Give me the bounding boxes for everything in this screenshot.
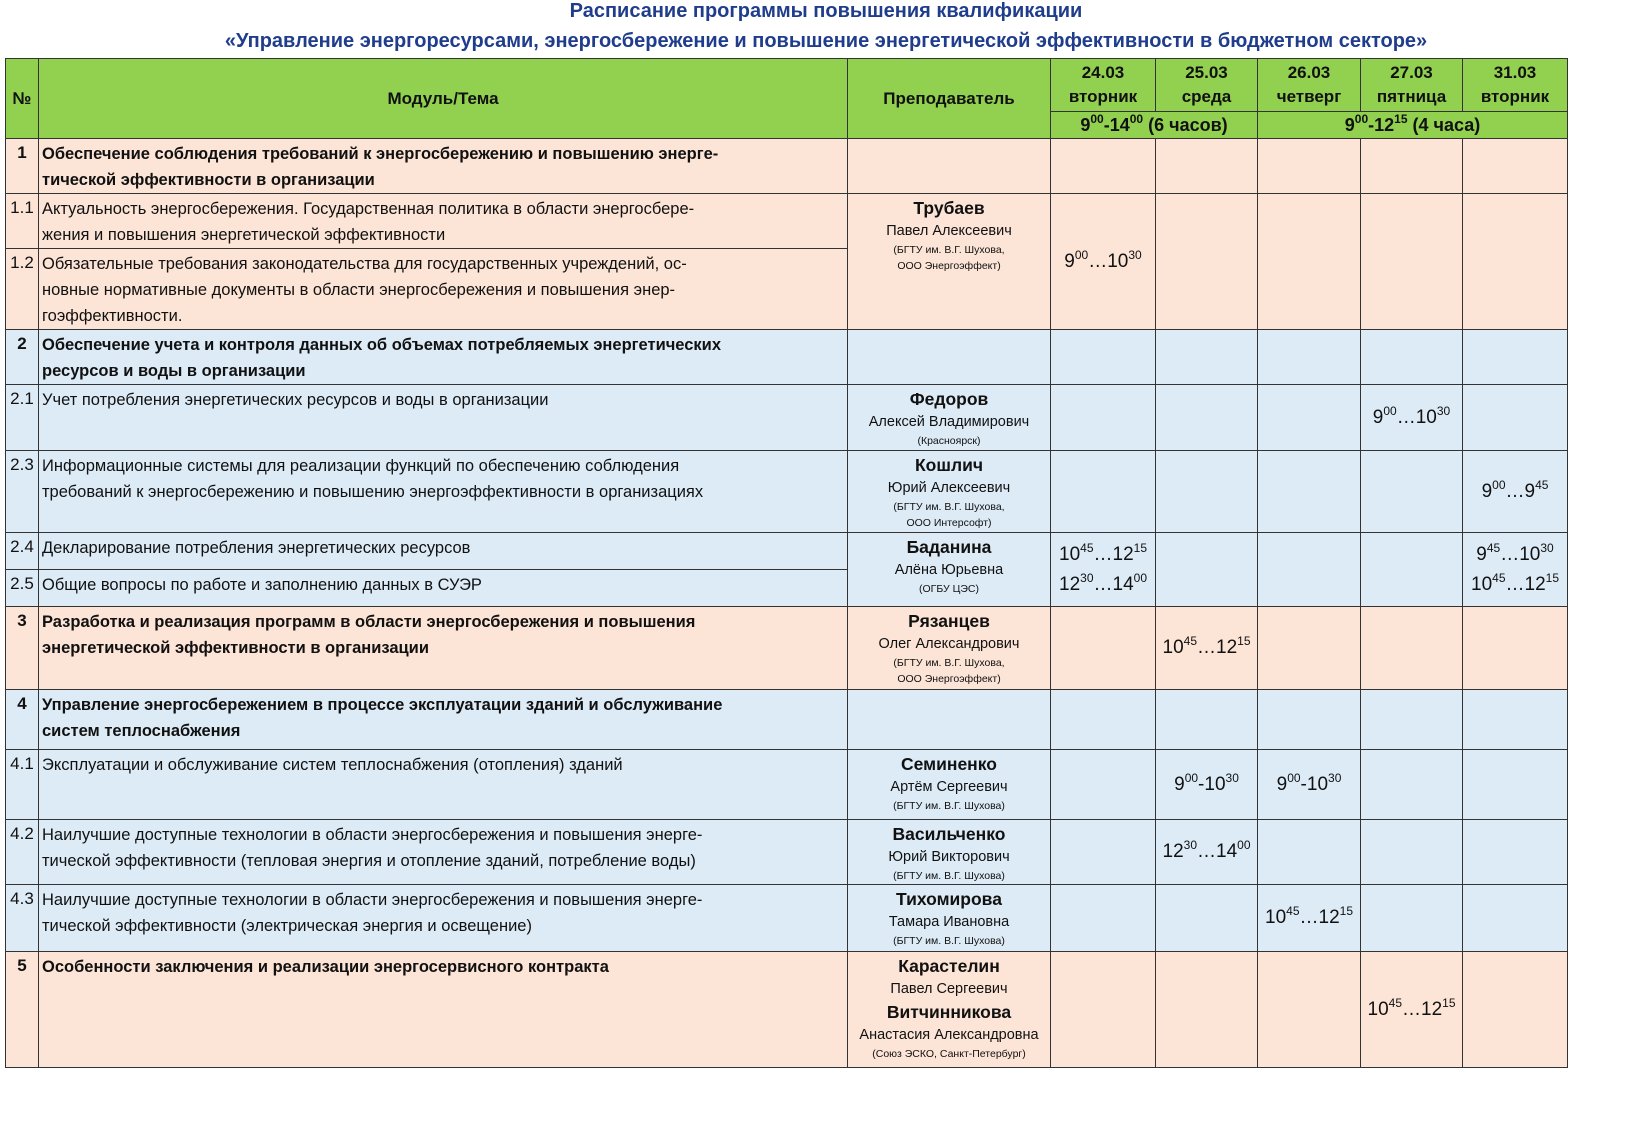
time-from-minute: 00 xyxy=(1492,477,1506,492)
schedule-slot xyxy=(1361,451,1463,533)
header-day xyxy=(1051,59,1156,112)
row-number: 1.2 xyxy=(6,249,39,330)
schedule-slot xyxy=(1463,607,1568,690)
row-topic: Учет потребления энергетических ресурсов и воды в организации xyxy=(39,385,848,451)
time-range xyxy=(1156,770,1257,800)
teacher-surname: Васильченко xyxy=(892,824,1006,844)
row-topic: Обязательные требования законодательства для государственных учреждений, ос- новные нормативные документы в области энергосбережения и повышения энер- гоэффективности. xyxy=(39,249,848,330)
time-from-hour: 10 xyxy=(1059,543,1081,565)
schedule-slot xyxy=(1463,885,1568,952)
schedule-slot xyxy=(1156,885,1258,952)
time-to-minute: 30 xyxy=(1225,770,1239,785)
teacher-organization: (Союз ЭСКО, Санкт-Петербург) xyxy=(872,1048,1026,1060)
schedule-slot xyxy=(1051,385,1156,451)
teacher-given-name: Павел Алексеевич xyxy=(886,223,1012,239)
time-separator: … xyxy=(1500,543,1520,565)
row-number: 4.1 xyxy=(6,750,39,820)
schedule-slot xyxy=(1463,952,1568,1068)
teacher-given-name: Олег Александрович xyxy=(878,636,1020,652)
row-topic: Информационные системы для реализации функций по обеспечению соблюдения требований к энергосбережению и повышению энергоэффективности в организациях xyxy=(39,451,848,533)
row-topic: Актуальность энергосбережения. Государственная политика в области энергосбере- жения и повышения энергетической эффективности xyxy=(39,194,848,249)
row-topic: Общие вопросы по работе и заполнению данных в СУЭР xyxy=(39,570,848,607)
header-teacher: Преподаватель xyxy=(848,59,1051,139)
row-topic: Особенности заключения и реализации энергосервисного контракта xyxy=(39,952,848,1068)
schedule-slot xyxy=(1463,385,1568,451)
day-weekday: среда xyxy=(1181,87,1232,106)
time-separator: … xyxy=(1197,637,1216,658)
time-from-hour: 12 xyxy=(1162,841,1184,862)
time-to-minute: 30 xyxy=(1540,540,1554,555)
header-day xyxy=(1361,59,1463,112)
time-from-minute: 45 xyxy=(1486,540,1501,555)
schedule-slot xyxy=(1361,690,1463,750)
teacher-given-name: Артём Сергеевич xyxy=(890,779,1008,795)
table-row xyxy=(6,385,1568,451)
teacher-surname: Рязанцев xyxy=(908,611,990,631)
teacher-cell xyxy=(848,194,1051,330)
row-number: 4.3 xyxy=(6,885,39,952)
row-number: 1 xyxy=(6,139,39,194)
teacher-organization: (БГТУ им. В.Г. Шухова, ООО Энергоэффект) xyxy=(893,244,1005,272)
schedule-slot xyxy=(1361,139,1463,194)
schedule-slot xyxy=(1156,194,1258,330)
time-separator: … xyxy=(1396,406,1416,428)
time-separator: … xyxy=(1505,573,1525,595)
schedule-slot xyxy=(1361,885,1463,952)
schedule-body xyxy=(6,139,1568,1068)
header-num: № xyxy=(6,59,39,139)
schedule-slot xyxy=(1051,194,1156,330)
time-separator: … xyxy=(1093,573,1113,595)
table-row xyxy=(6,533,1568,570)
schedule-slot xyxy=(1361,385,1463,451)
table-row xyxy=(6,451,1568,533)
row-topic: Наилучшие доступные технологии в области энергосбережения и повышения энерге- тической эффективности (тепловая энергия и отопление зданий, потребление воды) xyxy=(39,820,848,885)
teacher-surname: Тихомирова xyxy=(896,889,1002,909)
time-from-hour: 10 xyxy=(1265,907,1287,928)
time-range xyxy=(1051,247,1155,277)
time-to-minute: 45 xyxy=(1535,477,1549,492)
schedule-slot xyxy=(1156,330,1258,385)
table-row xyxy=(6,750,1568,820)
time-to-minute: 15 xyxy=(1237,634,1251,648)
teacher-cell xyxy=(848,607,1051,690)
time-range xyxy=(1463,477,1567,507)
teacher-cell xyxy=(848,885,1051,952)
time-from-minute: 45 xyxy=(1183,634,1197,648)
row-topic: Обеспечение учета и контроля данных об объемах потребляемых энергетических ресурсов и воды в организации xyxy=(39,330,848,385)
time-to-hour: 10 xyxy=(1107,250,1129,272)
time-range xyxy=(1361,403,1462,433)
time-from-hour: 12 xyxy=(1059,573,1081,595)
schedule-slot xyxy=(1156,690,1258,750)
schedule-slot xyxy=(1156,820,1258,885)
row-topic: Эксплуатации и обслуживание систем теплоснабжения (отопления) зданий xyxy=(39,750,848,820)
row-number: 1.1 xyxy=(6,194,39,249)
time-to-hour: 9 xyxy=(1524,480,1536,502)
time-from-minute: 00 xyxy=(1287,770,1301,785)
schedule-slot xyxy=(1051,607,1156,690)
time-from-hour: 9 xyxy=(1372,406,1384,428)
day-date: 25.03 xyxy=(1185,63,1228,82)
row-number: 3 xyxy=(6,607,39,690)
schedule-slot xyxy=(1258,952,1361,1068)
table-row xyxy=(6,885,1568,952)
teacher-given-name: Тамара Ивановна xyxy=(888,914,1010,930)
time-from-hour: 9 xyxy=(1276,773,1288,795)
time-to-hour: 12 xyxy=(1421,998,1443,1020)
row-number: 2.3 xyxy=(6,451,39,533)
teacher-cell xyxy=(848,750,1051,820)
time-separator: … xyxy=(1402,998,1421,1020)
row-topic: Наилучшие доступные технологии в области энергосбережения и повышения энерге- тической эффективности (электрическая энергия и освещение) xyxy=(39,885,848,952)
teacher-cell xyxy=(848,451,1051,533)
time-to-hour: 12 xyxy=(1318,907,1340,928)
time-to-minute: 15 xyxy=(1545,570,1559,585)
day-weekday: вторник xyxy=(1480,87,1550,106)
schedule-slot xyxy=(1051,820,1156,885)
schedule-slot xyxy=(1258,451,1361,533)
schedule-slot xyxy=(1361,194,1463,330)
time-from-minute: 45 xyxy=(1388,995,1402,1010)
schedule-slot xyxy=(1361,533,1463,607)
row-number: 2.5 xyxy=(6,570,39,607)
teacher-cell xyxy=(848,330,1051,385)
day-date: 26.03 xyxy=(1287,63,1331,82)
teacher-organization: (БГТУ им. В.Г. Шухова) xyxy=(893,935,1005,947)
time-from-minute: 00 xyxy=(1383,403,1397,418)
schedule-slot xyxy=(1258,194,1361,330)
time-to-minute: 15 xyxy=(1133,540,1147,555)
teacher-cell xyxy=(848,533,1051,607)
teacher-surname: Витчинникова xyxy=(886,1002,1012,1022)
schedule-slot xyxy=(1258,139,1361,194)
schedule-slot xyxy=(1051,952,1156,1068)
teacher-organization: (Красноярск) xyxy=(917,435,981,447)
time-range xyxy=(1156,837,1257,867)
teacher-given-name: Юрий Викторович xyxy=(888,849,1010,865)
program-title: «Управление энергоресурсами, энергосбережение и повышение энергетической эффективности в бюджетном секторе» xyxy=(224,30,1428,52)
teacher-given-name: Юрий Алексеевич xyxy=(887,480,1011,496)
time-to-hour: 12 xyxy=(1112,543,1134,565)
schedule-slot xyxy=(1258,385,1361,451)
table-row xyxy=(6,952,1568,1068)
time-from-minute: 30 xyxy=(1080,570,1094,585)
schedule-slot xyxy=(1463,451,1568,533)
time-range xyxy=(1258,903,1360,933)
schedule-slot xyxy=(1156,952,1258,1068)
teacher-given-name: Алёна Юрьевна xyxy=(894,562,1004,578)
schedule-slot xyxy=(1156,750,1258,820)
table-row xyxy=(6,139,1568,194)
schedule-slot xyxy=(1463,194,1568,330)
row-number: 2 xyxy=(6,330,39,385)
time-separator: … xyxy=(1093,543,1113,565)
schedule-slot xyxy=(1156,533,1258,607)
header-day xyxy=(1463,59,1568,112)
time-to-hour: 10 xyxy=(1204,773,1226,795)
teacher-surname: Карастелин xyxy=(898,956,1000,976)
teacher-surname: Федоров xyxy=(909,389,989,409)
schedule-slot xyxy=(1361,820,1463,885)
time-separator: - xyxy=(1300,773,1307,795)
schedule-slot xyxy=(1361,750,1463,820)
table-row xyxy=(6,330,1568,385)
header-day xyxy=(1258,59,1361,112)
time-from-minute: 45 xyxy=(1286,904,1300,918)
time-to-hour: 14 xyxy=(1216,841,1238,862)
teacher-organization: (БГТУ им. В.Г. Шухова, ООО Интерсофт) xyxy=(893,501,1005,529)
time-from-hour: 9 xyxy=(1174,773,1185,795)
schedule-slot xyxy=(1463,750,1568,820)
schedule-slot xyxy=(1156,451,1258,533)
schedule-slot xyxy=(1051,139,1156,194)
time-from-hour: 9 xyxy=(1476,543,1487,565)
time-to-minute: 30 xyxy=(1128,247,1142,262)
schedule-slot xyxy=(1463,139,1568,194)
time-separator: … xyxy=(1197,841,1216,862)
row-number: 4 xyxy=(6,690,39,750)
table-row xyxy=(6,607,1568,690)
table-row xyxy=(6,690,1568,750)
teacher-cell xyxy=(848,385,1051,451)
teacher-surname: Баданина xyxy=(906,537,992,557)
teacher-organization: (БГТУ им. В.Г. Шухова, ООО Энергоэффект) xyxy=(893,657,1005,685)
schedule-slot xyxy=(1463,330,1568,385)
header-topic: Модуль/Тема xyxy=(39,59,848,139)
header-row xyxy=(6,59,1568,112)
time-to-hour: 12 xyxy=(1524,573,1546,595)
schedule-table xyxy=(5,58,1568,1068)
schedule-slot xyxy=(1463,533,1568,607)
teacher-surname: Кошлич xyxy=(915,455,983,475)
time-range xyxy=(1361,995,1462,1025)
time-to-minute: 30 xyxy=(1436,403,1451,418)
time-range xyxy=(1051,540,1155,570)
hours-range-1: $9^{00}-14^{00}$ (6 часов) xyxy=(1051,112,1258,139)
time-from-minute: 45 xyxy=(1080,540,1094,555)
time-from-hour: 10 xyxy=(1162,637,1184,658)
row-number: 5 xyxy=(6,952,39,1068)
time-from-minute: 00 xyxy=(1184,770,1199,785)
time-range xyxy=(1463,540,1567,570)
schedule-slot xyxy=(1258,885,1361,952)
schedule-slot xyxy=(1258,750,1361,820)
teacher-surname: Семиненко xyxy=(901,754,997,774)
schedule-slot xyxy=(1361,607,1463,690)
time-range xyxy=(1051,570,1155,600)
time-to-hour: 10 xyxy=(1415,406,1437,428)
time-from-minute: 45 xyxy=(1492,570,1506,585)
day-date: 27.03 xyxy=(1390,63,1433,82)
document-title: Расписание программы повышения квалификации xyxy=(569,0,1083,22)
time-separator: … xyxy=(1088,250,1108,272)
time-range xyxy=(1156,633,1257,663)
time-from-hour: 9 xyxy=(1481,480,1493,502)
teacher-surname: Трубаев xyxy=(913,198,985,218)
table-row xyxy=(6,820,1568,885)
schedule-slot xyxy=(1258,690,1361,750)
row-number: 4.2 xyxy=(6,820,39,885)
time-to-minute: 30 xyxy=(1328,770,1342,785)
row-number: 2.1 xyxy=(6,385,39,451)
time-to-hour: 12 xyxy=(1216,637,1238,658)
row-topic: Обеспечение соблюдения требований к энергосбережению и повышению энерге- тической эффективности в организации xyxy=(39,139,848,194)
row-topic: Декларирование потребления энергетических ресурсов xyxy=(39,533,848,570)
schedule-slot xyxy=(1361,330,1463,385)
row-number: 2.4 xyxy=(6,533,39,570)
teacher-given-name: Анастасия Александровна xyxy=(859,1027,1039,1043)
schedule-slot xyxy=(1258,533,1361,607)
time-from-minute: 00 xyxy=(1074,247,1089,262)
time-to-minute: 15 xyxy=(1339,904,1353,918)
teacher-cell xyxy=(848,690,1051,750)
day-date: 24.03 xyxy=(1081,63,1125,82)
day-weekday: пятница xyxy=(1376,87,1447,106)
row-topic: Разработка и реализация программ в области энергосбережения и повышения энергетической эффективности в организации xyxy=(39,607,848,690)
time-separator: … xyxy=(1505,480,1525,502)
day-date: 31.03 xyxy=(1493,63,1537,82)
time-to-hour: 10 xyxy=(1306,773,1329,795)
teacher-given-name: Павел Сергеевич xyxy=(890,981,1008,997)
time-from-hour: 10 xyxy=(1471,573,1493,595)
schedule-slot xyxy=(1463,690,1568,750)
time-from-hour: 10 xyxy=(1367,998,1389,1020)
header-day xyxy=(1156,59,1258,112)
teacher-cell xyxy=(848,820,1051,885)
teacher-organization: (ОГБУ ЦЭС) xyxy=(919,583,979,595)
teacher-cell xyxy=(848,952,1051,1068)
schedule-slot xyxy=(1258,820,1361,885)
table-row xyxy=(6,194,1568,249)
schedule-slot xyxy=(1051,750,1156,820)
schedule-slot xyxy=(1258,607,1361,690)
time-from-minute: 30 xyxy=(1183,838,1197,852)
row-topic: Управление энергосбережением в процессе эксплуатации зданий и обслуживание систем теплоснабжения xyxy=(39,690,848,750)
time-to-minute: 00 xyxy=(1133,570,1147,585)
schedule-slot xyxy=(1156,139,1258,194)
schedule-slot xyxy=(1258,330,1361,385)
day-weekday: вторник xyxy=(1068,87,1138,106)
teacher-organization: (БГТУ им. В.Г. Шухова) xyxy=(893,870,1005,882)
schedule-slot xyxy=(1463,820,1568,885)
day-weekday: четверг xyxy=(1276,87,1342,106)
schedule-slot xyxy=(1156,607,1258,690)
time-range xyxy=(1258,770,1360,800)
schedule-slot xyxy=(1051,885,1156,952)
schedule-slot xyxy=(1361,952,1463,1068)
time-from-hour: 9 xyxy=(1064,250,1075,272)
schedule-slot xyxy=(1051,451,1156,533)
time-separator: … xyxy=(1299,907,1319,928)
time-to-minute: 15 xyxy=(1442,995,1456,1010)
schedule-slot xyxy=(1051,690,1156,750)
schedule-slot xyxy=(1156,385,1258,451)
schedule-slot xyxy=(1051,330,1156,385)
hours-range-2: $9^{00}-12^{15}$ (4 часа) xyxy=(1258,112,1568,139)
time-to-hour: 14 xyxy=(1112,573,1134,595)
teacher-organization: (БГТУ им. В.Г. Шухова) xyxy=(893,800,1005,812)
teacher-given-name: Алексей Владимирович xyxy=(868,414,1030,430)
time-range xyxy=(1463,570,1567,600)
time-separator: - xyxy=(1198,773,1205,795)
time-to-minute: 00 xyxy=(1237,838,1251,852)
time-to-hour: 10 xyxy=(1519,543,1541,565)
teacher-cell xyxy=(848,139,1051,194)
schedule-slot xyxy=(1051,533,1156,607)
